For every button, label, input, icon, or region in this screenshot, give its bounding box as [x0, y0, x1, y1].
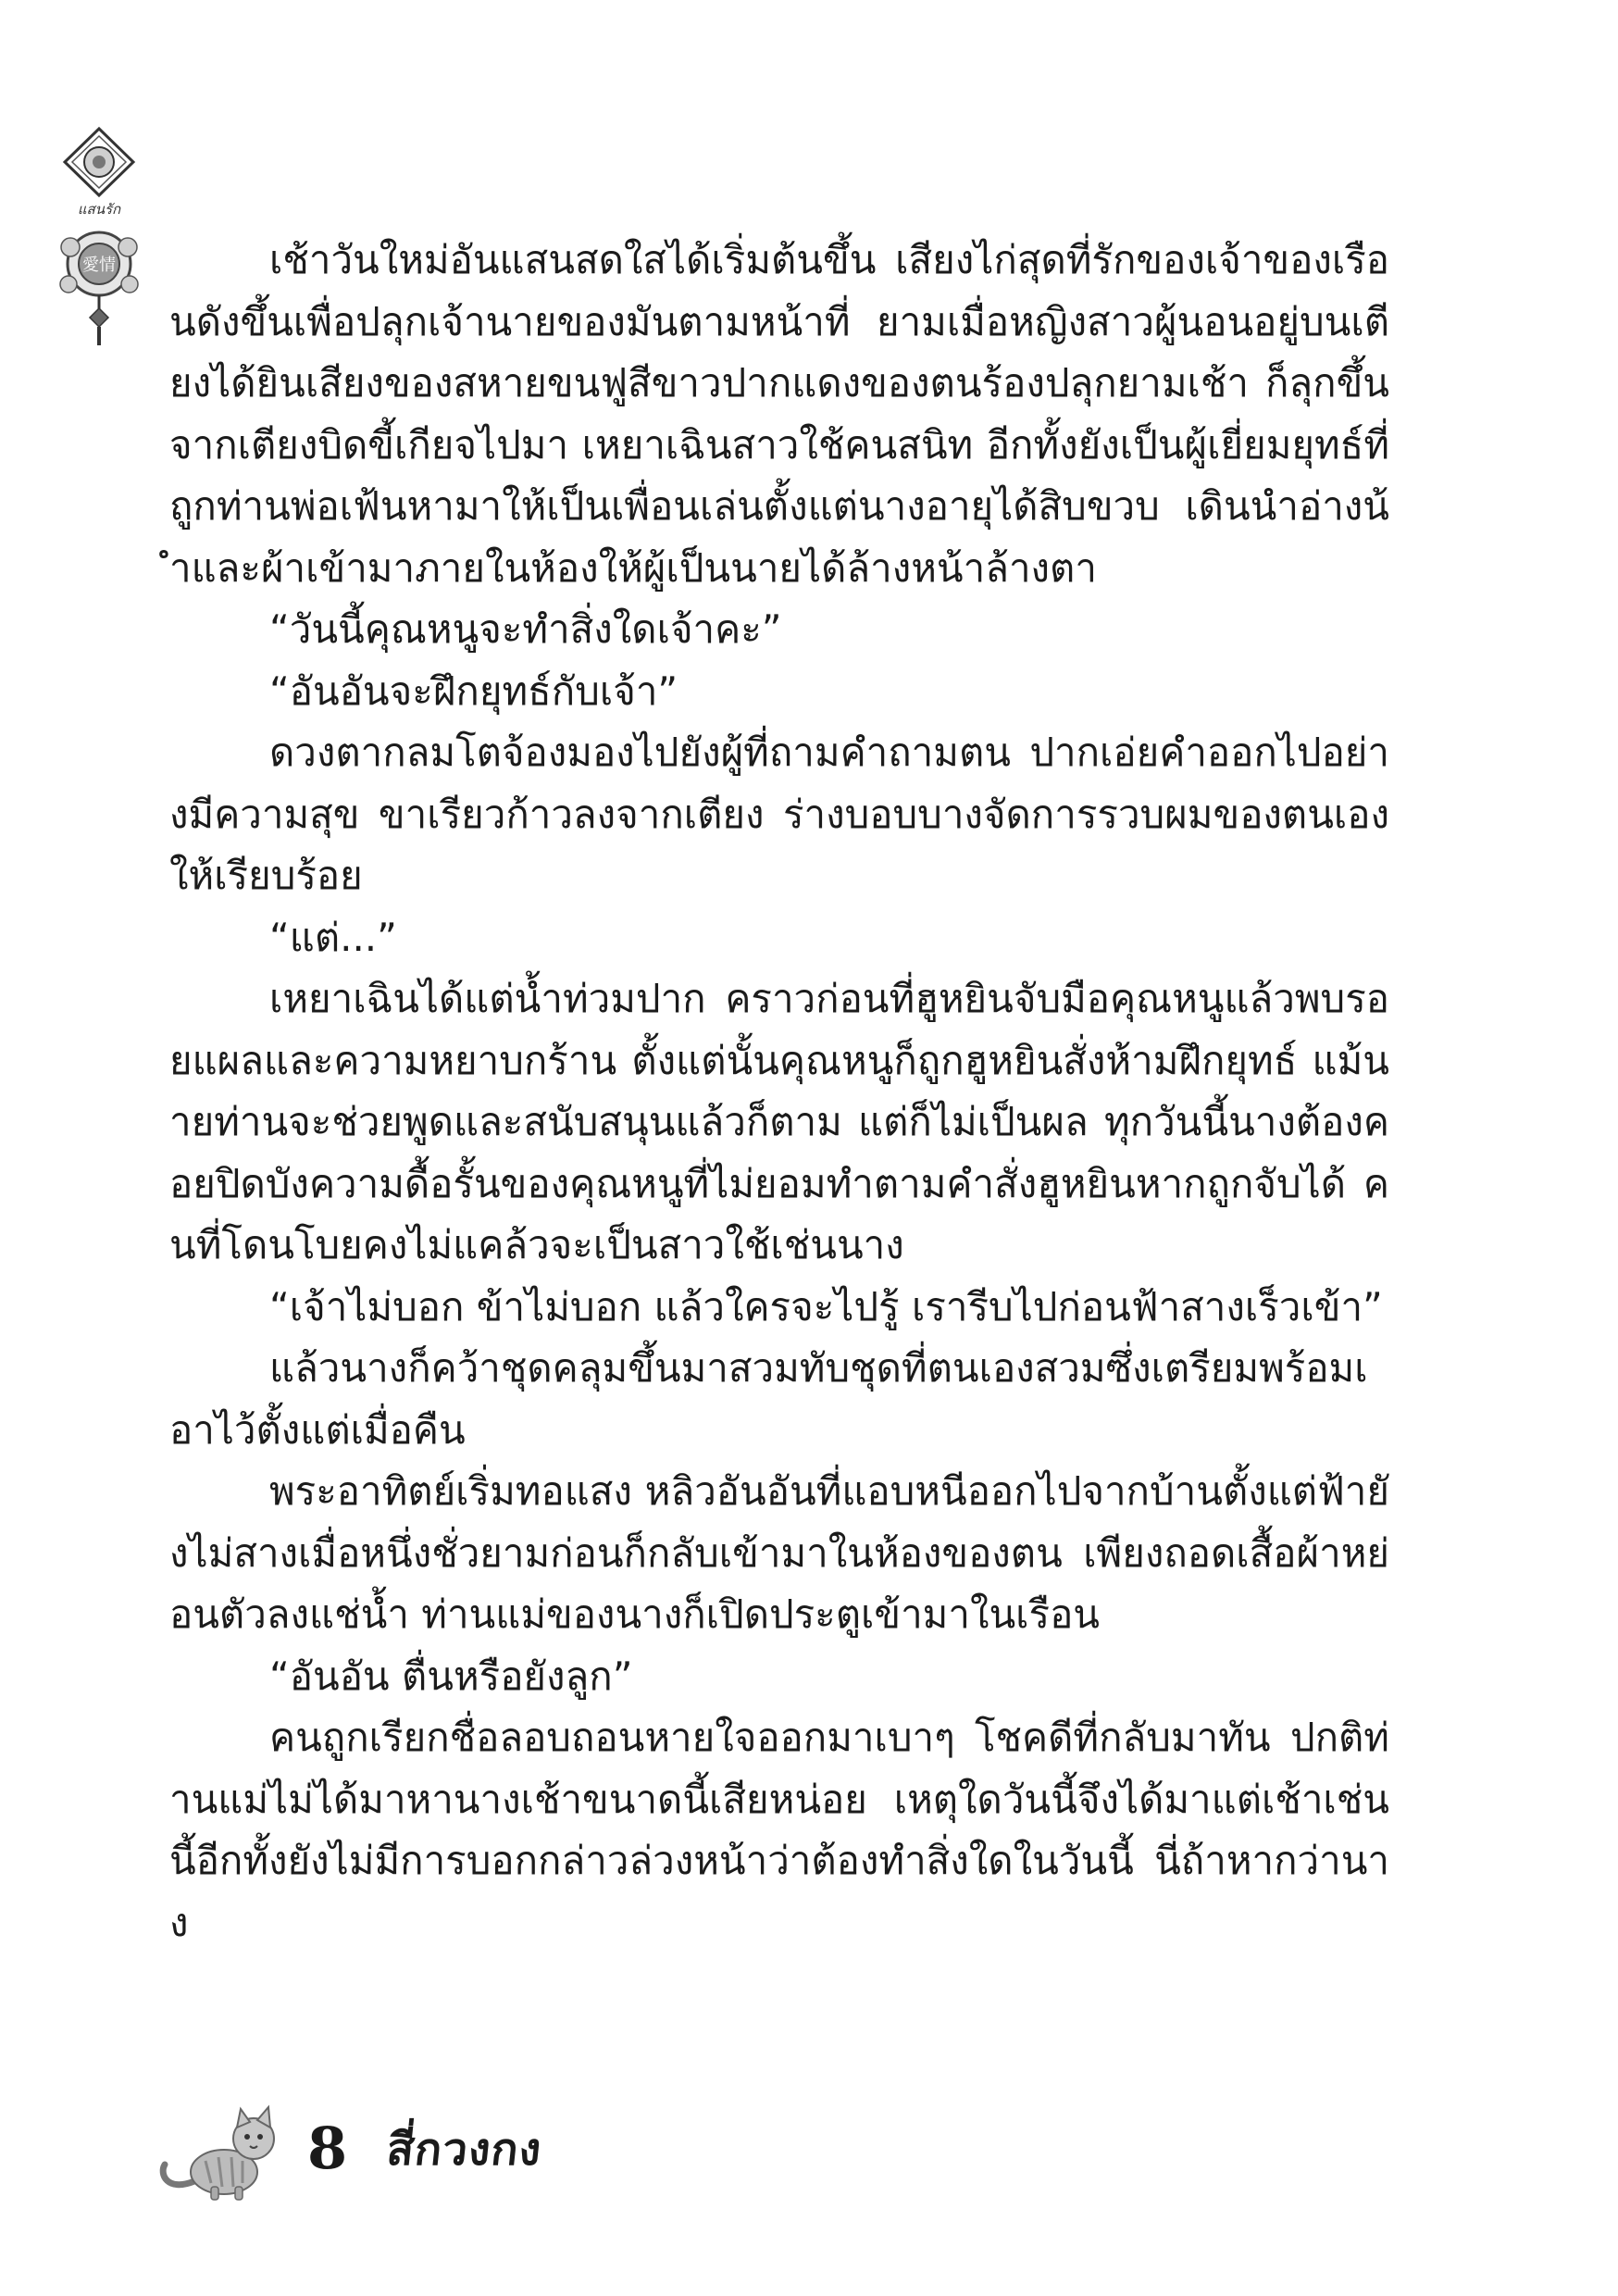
paragraph: “อันอัน ตื่นหรือยังลูก” — [269, 1653, 633, 1699]
body-text — [169, 230, 1389, 1953]
paragraph: เช้าวันใหม่อันแสนสดใสได้เริ่มต้นขึ้น เสียงไก่สุดที่รักของเจ้าของเรือนดังขึ้นเพื่อปลุกเจ้านายของมันตามหน้าที่ ยามเมื่อหญิงสาวผู้นอนอยู่บนเตียงได้ยินเสียงของสหายขนฟูสีขาวปากแดงของตนร้องปลุกยามเช้า ก็ลุกขึ้นจากเตียงบิดขี้เกียจไปมา เหยาเฉินสาวใช้คนสนิท อีกทั้งยังเป็นผู้เยี่ยมยุทธ์ที่ถูกท่านพ่อเฟ้นหามาให้เป็นเพื่อนเล่นตั้งแต่นางอายุได้สิบขวบ เดินนำอ่างน้ำและผ้าเข้ามาภายในห้องให้ผู้เป็นนายได้ล้างหน้าล้างตา — [169, 237, 1389, 591]
page-footer — [157, 2100, 898, 2202]
logo-text: แสนรัก — [77, 201, 121, 218]
paragraph: คนถูกเรียกชื่อลอบถอนหายใจออกมาเบาๆ โชคดีที่กลับมาทัน ปกติท่านแม่ไม่ได้มาหานางเช้าขนาดนี้เสียหน่อย เหตุใดวันนี้จึงได้มาแต่เช้าเช่นนี้อีกทั้งยังไม่มีการบอกกล่าวล่วงหน้าว่าต้องทำสิ่งใดในวันนี้ นี่ถ้าหากว่านาง — [169, 1715, 1389, 1945]
paragraph: ดวงตากลมโตจ้องมองไปยังผู้ที่ถามคำถามตน ปากเอ่ยคำออกไปอย่างมีความสุข ขาเรียวก้าวลงจากเตียง ร่างบอบบางจัดการรวบผมของตนเองให้เรียบร้อย — [169, 730, 1389, 898]
paragraph: เหยาเฉินได้แต่น้ำท่วมปาก คราวก่อนที่ฮูหยินจับมือคุณหนูแล้วพบรอยแผลและความหยาบกร้าน ตั้งแต่นั้นคุณหนูก็ถูกฮูหยินสั่งห้ามฝึกยุทธ์ แม้นายท่านจะช่วยพูดและสนับสนุนแล้วก็ตาม แต่ก็ไม่เป็นผล ทุกวันนี้นางต้องคอยปิดบังความดื้อรั้นของคุณหนูที่ไม่ยอมทำตามคำสั่งฮูหยินหากถูกจับได้ คนที่โดนโบยคงไม่แคล้วจะเป็นสาวใช้เช่นนาง — [169, 976, 1389, 1267]
seal-text: 愛情 — [82, 256, 116, 275]
paragraph: “อันอันจะฝึกยุทธ์กับเจ้า” — [269, 668, 678, 714]
paragraph: “แต่...” — [269, 914, 397, 960]
cat-icon — [157, 2100, 296, 2202]
page-number: 8 — [307, 2115, 348, 2182]
book-title: สี่กวงกง — [384, 2124, 545, 2176]
publisher-logo-icon — [56, 125, 143, 347]
paragraph: พระอาทิตย์เริ่มทอแสง หลิวอันอันที่แอบหนีออกไปจากบ้านตั้งแต่ฟ้ายังไม่สางเมื่อหนึ่งชั่วยามก่อนก็กลับเข้ามาในห้องของตน เพียงถอดเสื้อผ้าหย่อนตัวลงแช่น้ำ ท่านแม่ของนางก็เปิดประตูเข้ามาในเรือน — [169, 1468, 1389, 1637]
paragraph: แล้วนางก็คว้าชุดคลุมขึ้นมาสวมทับชุดที่ตนเองสวมซึ่งเตรียมพร้อมเอาไว้ตั้งแต่เมื่อคืน — [169, 1345, 1368, 1453]
paragraph: “วันนี้คุณหนูจะทำสิ่งใดเจ้าคะ” — [269, 606, 782, 652]
paragraph: “เจ้าไม่บอก ข้าไม่บอก แล้วใครจะไปรู้ เรารีบไปก่อนฟ้าสางเร็วเข้า” — [269, 1283, 1383, 1329]
